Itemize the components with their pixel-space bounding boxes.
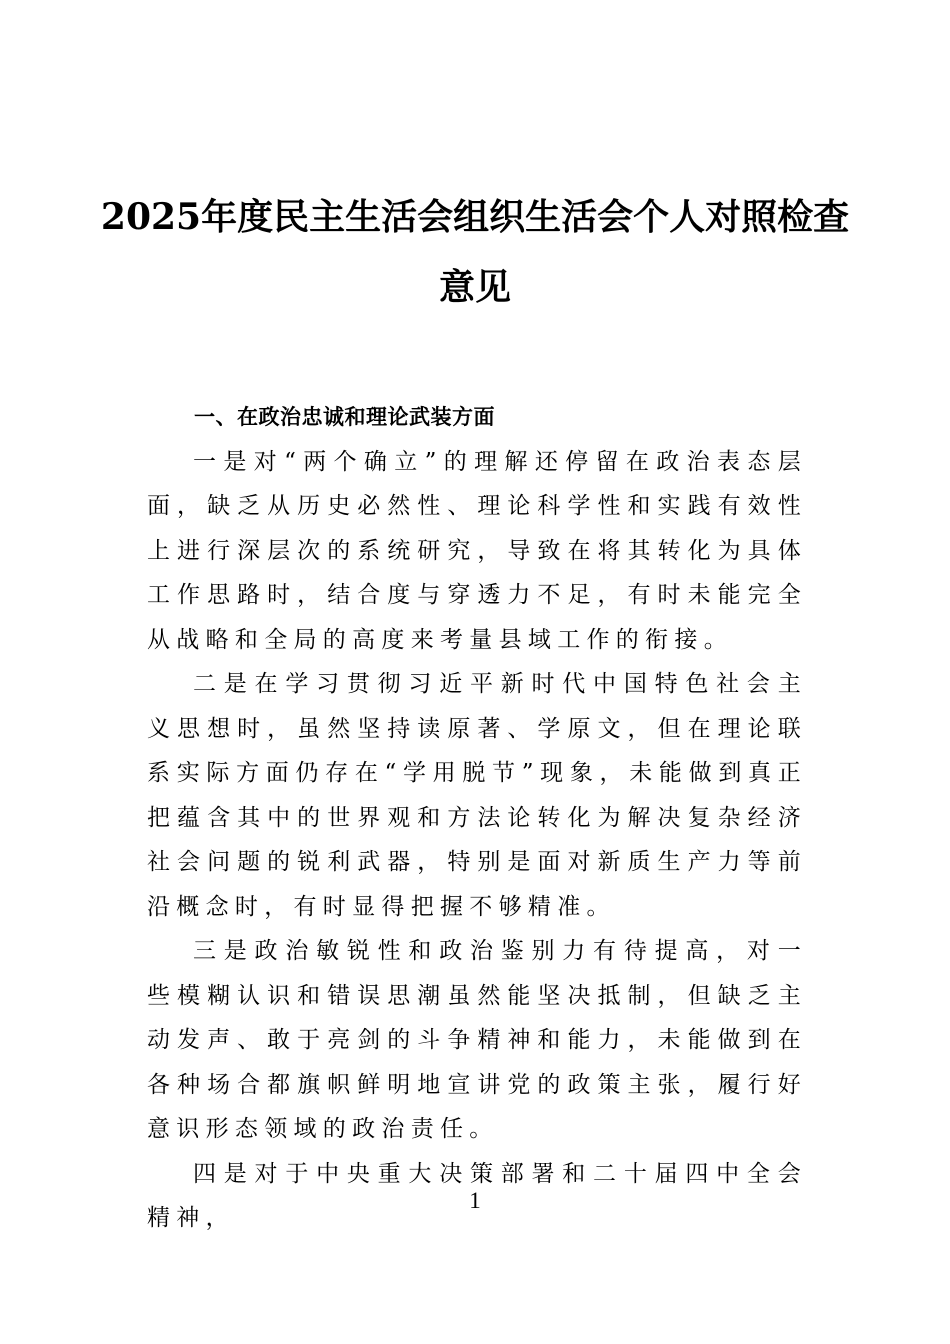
document-title: 2025年度民主生活会组织生活会个人对照检查意见 <box>100 196 850 308</box>
paragraph-4: 四是对于中央重大决策部署和二十届四中全会精神， <box>147 1160 807 1231</box>
document-body <box>147 395 807 1241</box>
paragraph-3: 三是政治敏锐性和政治鉴别力有待提高，对一些模糊认识和错误思潮虽然能坚决抵制，但缺乏主动发声、敢于亮剑的斗争精神和能力，未能做到在各种场合都旗帜鲜明地宣讲党的政策主张，履行好意识形态领域的政治责任。 <box>147 938 807 1142</box>
paragraph-2: 二是在学习贯彻习近平新时代中国特色社会主义思想时，虽然坚持读原著、学原文，但在理论联系实际方面仍存在“学用脱节”现象，未能做到真正把蕴含其中的世界观和方法论转化为解决复杂经济社会问题的锐利武器，特别是面对新质生产力等前沿概念时，有时显得把握不够精准。 <box>147 671 807 920</box>
page-number: 1 <box>469 1188 481 1213</box>
section-heading: 一、在政治忠诚和理论武装方面 <box>194 405 495 429</box>
paragraph-1: 一是对“两个确立”的理解还停留在政治表态层面，缺乏从历史必然性、理论科学性和实践有效性上进行深层次的系统研究，导致在将其转化为具体工作思路时，结合度与穿透力不足，有时未能完全从战略和全局的高度来考量县域工作的衔接。 <box>147 448 807 653</box>
